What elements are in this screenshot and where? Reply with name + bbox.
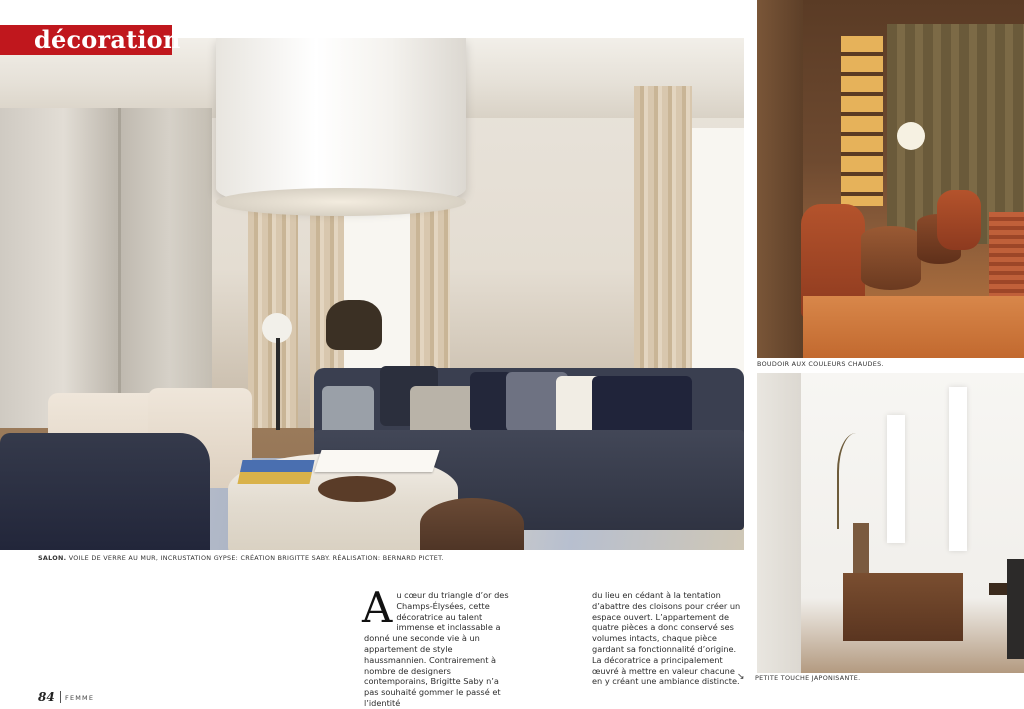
open-magazine [314,450,439,472]
article-column-1 [362,583,514,709]
salon-photo [0,38,744,550]
magazine-name: FEMME [65,694,95,702]
horse-statue [326,300,382,350]
boudoir-photo [757,0,1024,358]
floor-lamp [897,122,925,150]
lit-shelves [841,36,883,206]
salon-caption [38,554,738,563]
tray [318,476,396,502]
wall-light [949,387,967,551]
article-column-2: du lieu en cédant à la tentation d’abattre des cloisons pour créer un espace ouvert. L’appartement de quatre pièces a donc conservé ses volumes intacts, chaque pièce gardant sa fonctionnalité d’origine. La décoratrice a principalement œuvré à mettre en valeur chacune en y créant une ambiance distincte. [592,590,741,687]
folio-separator [60,691,61,703]
rug [803,296,1024,358]
dropcap: A [362,583,393,632]
round-table [861,226,921,290]
plant-vase [853,523,869,579]
door-frame [757,373,801,673]
boudoir-caption: BOUDOIR AUX COULEURS CHAUDES. [757,360,884,368]
plant-branches [837,433,885,529]
japonisante-caption: PETITE TOUCHE JAPONISANTE. [755,674,861,682]
chair [1007,559,1024,659]
caption-text: VOILE DE VERRE AU MUR, INCRUSTATION GYPSE: CRÉATION BRIGITTE SABY. RÉALISATION: BERNARD PICTET. [68,554,444,562]
curtain [634,86,692,386]
floor-lamp-pole [276,338,280,430]
section-title: décoration [0,25,172,55]
sofa-left [0,433,210,550]
pendant-lamp-rim [216,188,466,216]
wall-light [887,415,905,543]
caption-lead: SALON. [38,554,67,562]
article-text-1: u cœur du triangle d’or des Champs-Élysées, cette décoratrice au talent immense et inclassable a donné une seconde vie à un appartement de style haussmannien. Contrairement à nombre de designers contemporains, Brigitte Saby n’a pas souhaité gommer le passé et l’identité [364,590,509,708]
window [690,128,744,388]
cushion [592,376,692,436]
door-frame [757,0,803,358]
armchair [937,190,981,250]
books [237,460,314,484]
page-number: 84 [38,690,55,704]
arrow-icon: ↘ [737,672,745,682]
pendant-lamp [216,38,466,210]
japonisante-photo [757,373,1024,673]
side-table [420,498,524,550]
wooden-chest [843,573,963,641]
